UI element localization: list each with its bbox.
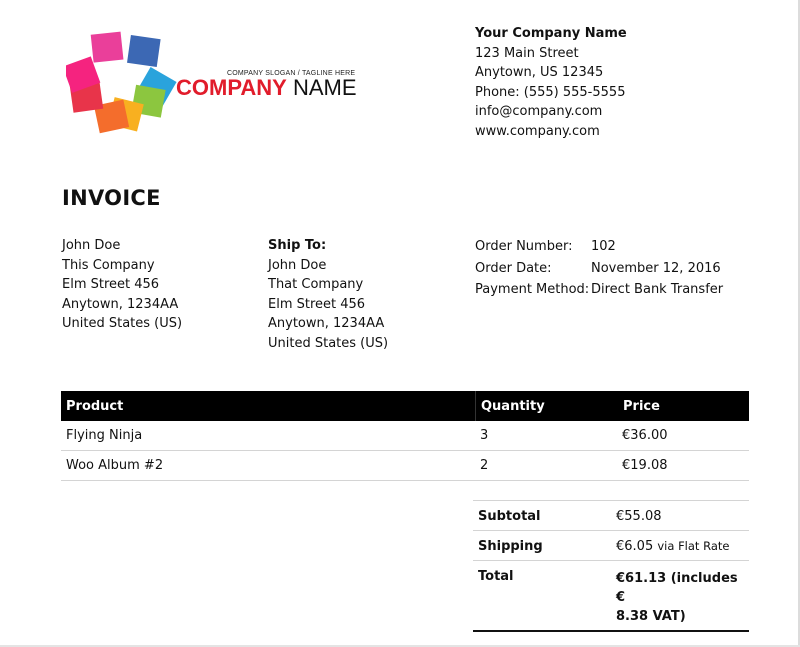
billing-street: Elm Street 456 — [62, 277, 160, 292]
invoice-title: INVOICE — [62, 186, 161, 210]
header-price: Price — [623, 398, 660, 414]
company-street: 123 Main Street — [475, 45, 579, 61]
shipping-amount: €6.05 — [616, 539, 654, 554]
logo-word-company: COMPANY — [176, 75, 287, 100]
billing-address — [62, 236, 182, 334]
pinwheel-logo-icon — [66, 22, 178, 142]
table-row — [61, 451, 749, 481]
shipping-value — [616, 539, 746, 554]
billing-company: This Company — [62, 257, 155, 273]
table-row — [61, 421, 749, 451]
item-price: €19.08 — [622, 458, 668, 473]
payment-method-value: Direct Bank Transfer — [591, 282, 724, 297]
total-label: Total — [478, 569, 514, 584]
billing-name: John Doe — [62, 238, 121, 253]
order-number-value: 102 — [591, 239, 616, 254]
payment-method-row — [475, 279, 723, 301]
order-date-row — [475, 258, 723, 280]
order-number-label: Order Number: — [475, 239, 573, 254]
shipping-label: Shipping — [478, 539, 543, 554]
company-city: Anytown, US 12345 — [475, 65, 604, 80]
items-table-header — [61, 391, 749, 421]
order-date-value: November 12, 2016 — [591, 260, 721, 276]
item-quantity: 2 — [480, 458, 489, 473]
subtotal-value: €55.08 — [616, 509, 662, 524]
logo-wordmark — [176, 76, 357, 100]
ship-to-label: Ship To: — [268, 238, 327, 253]
totals-table — [473, 500, 749, 632]
order-details — [475, 236, 723, 301]
item-product: Woo Album #2 — [66, 458, 164, 473]
item-quantity: 3 — [480, 428, 489, 443]
company-name: Your Company Name — [475, 26, 627, 41]
company-info — [475, 24, 627, 141]
total-value — [616, 569, 746, 626]
shipping-country: United States (US) — [268, 335, 389, 351]
order-number-row — [475, 236, 723, 258]
shipping-street: Elm Street 456 — [268, 296, 366, 312]
company-slogan: COMPANY SLOGAN / TAGLINE HERE — [227, 70, 356, 77]
items-table — [61, 391, 749, 481]
shipping-row — [473, 531, 749, 561]
subtotal-label: Subtotal — [478, 509, 541, 524]
total-amount: €61.13 (includes € — [616, 571, 738, 605]
billing-city: Anytown, 1234AA — [62, 296, 179, 312]
header-quantity: Quantity — [475, 391, 618, 421]
payment-method-label: Payment Method: — [475, 282, 590, 297]
item-product: Flying Ninja — [66, 428, 143, 443]
shipping-method: via Flat Rate — [657, 539, 730, 553]
billing-country: United States (US) — [62, 316, 183, 331]
order-date-label: Order Date: — [475, 260, 552, 276]
item-price: €36.00 — [622, 428, 668, 443]
company-email: info@company.com — [475, 104, 603, 119]
shipping-name: John Doe — [268, 257, 327, 273]
shipping-company: That Company — [268, 277, 364, 292]
shipping-city: Anytown, 1234AA — [268, 316, 385, 331]
company-website: www.company.com — [475, 123, 600, 139]
total-row — [473, 561, 749, 632]
total-vat: 8.38 VAT) — [616, 609, 686, 624]
shipping-address — [268, 236, 388, 353]
company-phone: Phone: (555) 555-5555 — [475, 84, 626, 100]
header-product: Product — [66, 398, 124, 414]
company-logo — [66, 22, 366, 142]
subtotal-row — [473, 501, 749, 531]
logo-word-name: NAME — [292, 75, 357, 100]
